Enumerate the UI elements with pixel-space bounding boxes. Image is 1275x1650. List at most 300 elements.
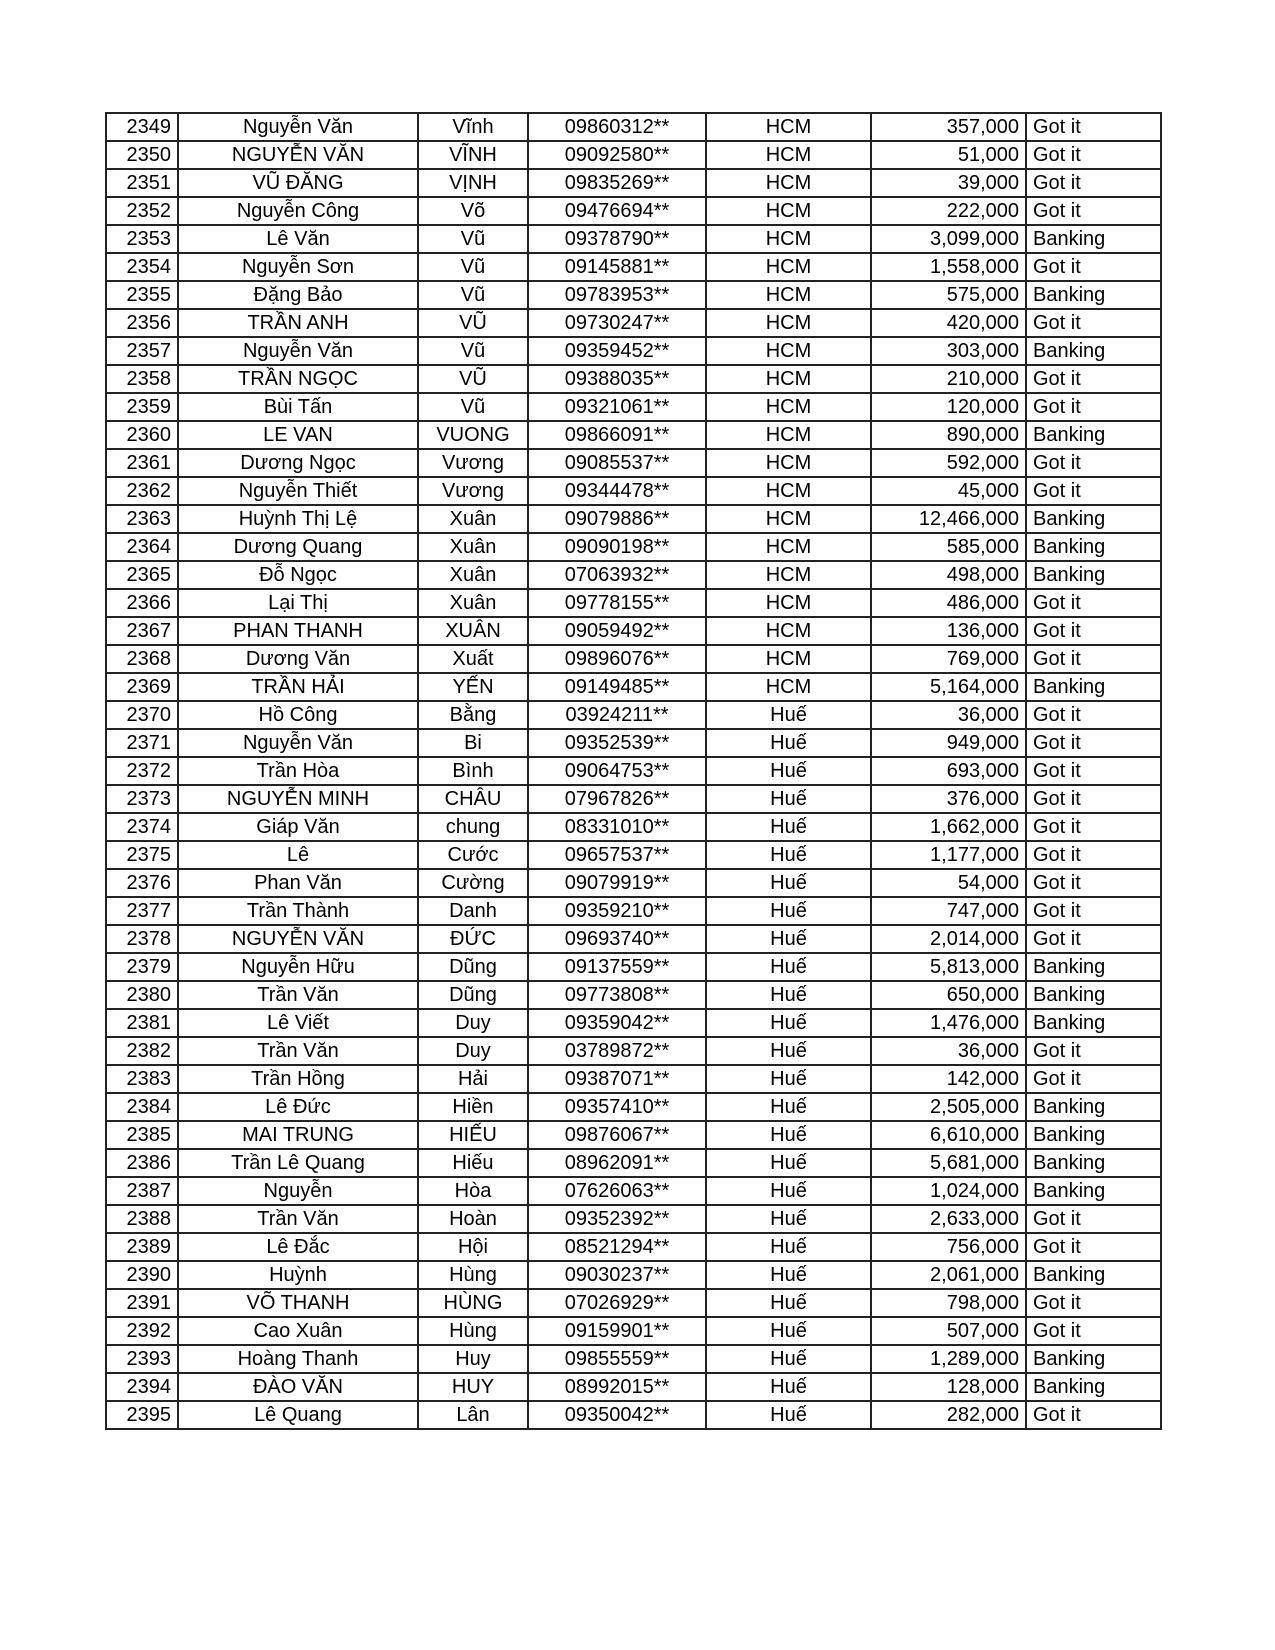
row-number-cell: 2374 (106, 813, 178, 841)
row-number-cell: 2366 (106, 589, 178, 617)
table-row (106, 1121, 1161, 1149)
phone-cell: 09730247** (528, 309, 706, 337)
amount-cell: 12,466,000 (871, 505, 1026, 533)
last-name-cell: Dũng (418, 953, 528, 981)
table-row (106, 197, 1161, 225)
phone-cell: 07967826** (528, 785, 706, 813)
first-name-cell: Lê (178, 841, 418, 869)
payment-method-cell: Banking (1026, 337, 1161, 365)
last-name-cell: Vũ (418, 281, 528, 309)
last-name-cell: Hiền (418, 1093, 528, 1121)
last-name-cell: Hùng (418, 1261, 528, 1289)
amount-cell: 798,000 (871, 1289, 1026, 1317)
city-cell: Huế (706, 785, 871, 813)
amount-cell: 5,813,000 (871, 953, 1026, 981)
amount-cell: 54,000 (871, 869, 1026, 897)
table-row (106, 953, 1161, 981)
row-number-cell: 2386 (106, 1149, 178, 1177)
first-name-cell: VŨ ĐĂNG (178, 169, 418, 197)
first-name-cell: NGUYỄN VĂN (178, 141, 418, 169)
table-row (106, 729, 1161, 757)
payment-method-cell: Got it (1026, 393, 1161, 421)
payment-method-cell: Got it (1026, 1317, 1161, 1345)
city-cell: Huế (706, 1177, 871, 1205)
row-number-cell: 2368 (106, 645, 178, 673)
amount-cell: 498,000 (871, 561, 1026, 589)
last-name-cell: HÙNG (418, 1289, 528, 1317)
last-name-cell: Vương (418, 449, 528, 477)
first-name-cell: Nguyễn (178, 1177, 418, 1205)
payment-method-cell: Got it (1026, 1065, 1161, 1093)
last-name-cell: VĨNH (418, 141, 528, 169)
last-name-cell: CHÂU (418, 785, 528, 813)
row-number-cell: 2378 (106, 925, 178, 953)
row-number-cell: 2376 (106, 869, 178, 897)
phone-cell: 07626063** (528, 1177, 706, 1205)
amount-cell: 51,000 (871, 141, 1026, 169)
table-row (106, 393, 1161, 421)
phone-cell: 09876067** (528, 1121, 706, 1149)
city-cell: Huế (706, 869, 871, 897)
last-name-cell: Xuân (418, 533, 528, 561)
table-row (106, 561, 1161, 589)
phone-cell: 09476694** (528, 197, 706, 225)
city-cell: Huế (706, 1037, 871, 1065)
amount-cell: 1,662,000 (871, 813, 1026, 841)
city-cell: HCM (706, 645, 871, 673)
first-name-cell: VÕ THANH (178, 1289, 418, 1317)
last-name-cell: HUY (418, 1373, 528, 1401)
amount-cell: 507,000 (871, 1317, 1026, 1345)
payment-method-cell: Banking (1026, 1009, 1161, 1037)
first-name-cell: NGUYỄN VĂN (178, 925, 418, 953)
first-name-cell: Phan Văn (178, 869, 418, 897)
phone-cell: 09359210** (528, 897, 706, 925)
first-name-cell: Dương Quang (178, 533, 418, 561)
phone-cell: 03789872** (528, 1037, 706, 1065)
table-row (106, 533, 1161, 561)
payment-method-cell: Got it (1026, 365, 1161, 393)
amount-cell: 1,177,000 (871, 841, 1026, 869)
payment-method-cell: Got it (1026, 869, 1161, 897)
first-name-cell: NGUYỄN MINH (178, 785, 418, 813)
first-name-cell: Huỳnh (178, 1261, 418, 1289)
row-number-cell: 2384 (106, 1093, 178, 1121)
last-name-cell: Bình (418, 757, 528, 785)
table-row (106, 1149, 1161, 1177)
last-name-cell: Duy (418, 1037, 528, 1065)
row-number-cell: 2394 (106, 1373, 178, 1401)
last-name-cell: YẾN (418, 673, 528, 701)
table-row (106, 253, 1161, 281)
row-number-cell: 2349 (106, 113, 178, 141)
last-name-cell: VUONG (418, 421, 528, 449)
payment-method-cell: Banking (1026, 953, 1161, 981)
phone-cell: 09773808** (528, 981, 706, 1009)
amount-cell: 1,558,000 (871, 253, 1026, 281)
payment-method-cell: Got it (1026, 925, 1161, 953)
first-name-cell: Trần Văn (178, 1205, 418, 1233)
city-cell: HCM (706, 365, 871, 393)
last-name-cell: Võ (418, 197, 528, 225)
city-cell: Huế (706, 701, 871, 729)
table-row (106, 225, 1161, 253)
amount-cell: 303,000 (871, 337, 1026, 365)
payment-method-cell: Got it (1026, 449, 1161, 477)
phone-cell: 09064753** (528, 757, 706, 785)
first-name-cell: Nguyễn Thiết (178, 477, 418, 505)
phone-cell: 09357410** (528, 1093, 706, 1121)
row-number-cell: 2350 (106, 141, 178, 169)
last-name-cell: VỊNH (418, 169, 528, 197)
table-row (106, 141, 1161, 169)
last-name-cell: Bi (418, 729, 528, 757)
row-number-cell: 2353 (106, 225, 178, 253)
payment-method-cell: Banking (1026, 673, 1161, 701)
city-cell: Huế (706, 1205, 871, 1233)
payment-method-cell: Got it (1026, 813, 1161, 841)
data-table (105, 112, 1162, 1430)
last-name-cell: Bằng (418, 701, 528, 729)
city-cell: HCM (706, 113, 871, 141)
table-row (106, 1233, 1161, 1261)
phone-cell: 09896076** (528, 645, 706, 673)
first-name-cell: Lê Đức (178, 1093, 418, 1121)
first-name-cell: Trần Thành (178, 897, 418, 925)
last-name-cell: Cước (418, 841, 528, 869)
amount-cell: 769,000 (871, 645, 1026, 673)
payment-method-cell: Banking (1026, 561, 1161, 589)
phone-cell: 07026929** (528, 1289, 706, 1317)
payment-method-cell: Banking (1026, 1093, 1161, 1121)
first-name-cell: Bùi Tấn (178, 393, 418, 421)
first-name-cell: MAI TRUNG (178, 1121, 418, 1149)
table-row (106, 1177, 1161, 1205)
city-cell: HCM (706, 505, 871, 533)
amount-cell: 949,000 (871, 729, 1026, 757)
payment-method-cell: Got it (1026, 897, 1161, 925)
first-name-cell: Trần Lê Quang (178, 1149, 418, 1177)
last-name-cell: Lân (418, 1401, 528, 1429)
table-row (106, 589, 1161, 617)
amount-cell: 486,000 (871, 589, 1026, 617)
city-cell: Huế (706, 1345, 871, 1373)
payment-method-cell: Got it (1026, 841, 1161, 869)
first-name-cell: Hoàng Thanh (178, 1345, 418, 1373)
table-row (106, 617, 1161, 645)
phone-cell: 09387071** (528, 1065, 706, 1093)
first-name-cell: Lê Đắc (178, 1233, 418, 1261)
last-name-cell: Huy (418, 1345, 528, 1373)
city-cell: HCM (706, 449, 871, 477)
payment-method-cell: Got it (1026, 1037, 1161, 1065)
phone-cell: 09090198** (528, 533, 706, 561)
phone-cell: 09145881** (528, 253, 706, 281)
payment-method-cell: Banking (1026, 1177, 1161, 1205)
last-name-cell: Xuân (418, 589, 528, 617)
phone-cell: 09693740** (528, 925, 706, 953)
row-number-cell: 2371 (106, 729, 178, 757)
last-name-cell: Hùng (418, 1317, 528, 1345)
phone-cell: 08992015** (528, 1373, 706, 1401)
first-name-cell: Đặng Bảo (178, 281, 418, 309)
phone-cell: 09321061** (528, 393, 706, 421)
row-number-cell: 2383 (106, 1065, 178, 1093)
table-row (106, 421, 1161, 449)
row-number-cell: 2369 (106, 673, 178, 701)
phone-cell: 09866091** (528, 421, 706, 449)
phone-cell: 09860312** (528, 113, 706, 141)
first-name-cell: Trần Hòa (178, 757, 418, 785)
amount-cell: 6,610,000 (871, 1121, 1026, 1149)
city-cell: HCM (706, 197, 871, 225)
table-body (106, 113, 1161, 1429)
table-row (106, 169, 1161, 197)
table-row (106, 813, 1161, 841)
city-cell: Huế (706, 897, 871, 925)
row-number-cell: 2362 (106, 477, 178, 505)
first-name-cell: Nguyễn Văn (178, 729, 418, 757)
row-number-cell: 2351 (106, 169, 178, 197)
city-cell: HCM (706, 421, 871, 449)
payment-method-cell: Got it (1026, 589, 1161, 617)
city-cell: HCM (706, 253, 871, 281)
table-row (106, 925, 1161, 953)
first-name-cell: Lê Văn (178, 225, 418, 253)
table-row (106, 113, 1161, 141)
amount-cell: 36,000 (871, 701, 1026, 729)
city-cell: Huế (706, 813, 871, 841)
first-name-cell: Nguyễn Công (178, 197, 418, 225)
table-row (106, 1037, 1161, 1065)
row-number-cell: 2389 (106, 1233, 178, 1261)
first-name-cell: Nguyễn Văn (178, 337, 418, 365)
first-name-cell: PHAN THANH (178, 617, 418, 645)
row-number-cell: 2391 (106, 1289, 178, 1317)
city-cell: Huế (706, 953, 871, 981)
row-number-cell: 2364 (106, 533, 178, 561)
last-name-cell: Xuân (418, 505, 528, 533)
table-row (106, 981, 1161, 1009)
first-name-cell: TRẦN HẢI (178, 673, 418, 701)
city-cell: Huế (706, 1401, 871, 1429)
payment-method-cell: Got it (1026, 645, 1161, 673)
first-name-cell: Trần Văn (178, 1037, 418, 1065)
payment-method-cell: Got it (1026, 729, 1161, 757)
last-name-cell: chung (418, 813, 528, 841)
table-row (106, 645, 1161, 673)
amount-cell: 376,000 (871, 785, 1026, 813)
row-number-cell: 2379 (106, 953, 178, 981)
table-row (106, 785, 1161, 813)
phone-cell: 09359042** (528, 1009, 706, 1037)
first-name-cell: ĐÀO VĂN (178, 1373, 418, 1401)
first-name-cell: Cao Xuân (178, 1317, 418, 1345)
first-name-cell: Trần Văn (178, 981, 418, 1009)
city-cell: Huế (706, 757, 871, 785)
first-name-cell: Lê Viết (178, 1009, 418, 1037)
amount-cell: 890,000 (871, 421, 1026, 449)
last-name-cell: Xuất (418, 645, 528, 673)
amount-cell: 128,000 (871, 1373, 1026, 1401)
payment-method-cell: Got it (1026, 757, 1161, 785)
amount-cell: 39,000 (871, 169, 1026, 197)
amount-cell: 592,000 (871, 449, 1026, 477)
payment-method-cell: Got it (1026, 169, 1161, 197)
payment-method-cell: Got it (1026, 701, 1161, 729)
table-row (106, 897, 1161, 925)
table-row (106, 505, 1161, 533)
first-name-cell: Nguyễn Sơn (178, 253, 418, 281)
amount-cell: 575,000 (871, 281, 1026, 309)
amount-cell: 2,505,000 (871, 1093, 1026, 1121)
phone-cell: 03924211** (528, 701, 706, 729)
city-cell: Huế (706, 1317, 871, 1345)
first-name-cell: Dương Văn (178, 645, 418, 673)
payment-method-cell: Got it (1026, 785, 1161, 813)
phone-cell: 09085537** (528, 449, 706, 477)
last-name-cell: Vũ (418, 225, 528, 253)
city-cell: HCM (706, 225, 871, 253)
table-row (106, 841, 1161, 869)
table-row (106, 1065, 1161, 1093)
last-name-cell: VŨ (418, 365, 528, 393)
table-row (106, 757, 1161, 785)
first-name-cell: Lê Quang (178, 1401, 418, 1429)
city-cell: HCM (706, 337, 871, 365)
first-name-cell: Trần Hồng (178, 1065, 418, 1093)
row-number-cell: 2360 (106, 421, 178, 449)
row-number-cell: 2354 (106, 253, 178, 281)
row-number-cell: 2358 (106, 365, 178, 393)
phone-cell: 09030237** (528, 1261, 706, 1289)
phone-cell: 09835269** (528, 169, 706, 197)
row-number-cell: 2392 (106, 1317, 178, 1345)
amount-cell: 3,099,000 (871, 225, 1026, 253)
city-cell: HCM (706, 393, 871, 421)
payment-method-cell: Banking (1026, 1121, 1161, 1149)
last-name-cell: Dũng (418, 981, 528, 1009)
payment-method-cell: Got it (1026, 1289, 1161, 1317)
row-number-cell: 2373 (106, 785, 178, 813)
phone-cell: 09079886** (528, 505, 706, 533)
phone-cell: 09657537** (528, 841, 706, 869)
amount-cell: 2,061,000 (871, 1261, 1026, 1289)
amount-cell: 747,000 (871, 897, 1026, 925)
first-name-cell: Lại Thị (178, 589, 418, 617)
city-cell: HCM (706, 533, 871, 561)
row-number-cell: 2377 (106, 897, 178, 925)
first-name-cell: TRẦN NGỌC (178, 365, 418, 393)
row-number-cell: 2372 (106, 757, 178, 785)
first-name-cell: Hồ Công (178, 701, 418, 729)
city-cell: HCM (706, 617, 871, 645)
last-name-cell: Vũ (418, 393, 528, 421)
table-row (106, 1401, 1161, 1429)
row-number-cell: 2387 (106, 1177, 178, 1205)
city-cell: HCM (706, 561, 871, 589)
row-number-cell: 2388 (106, 1205, 178, 1233)
row-number-cell: 2355 (106, 281, 178, 309)
table-row (106, 1317, 1161, 1345)
payment-method-cell: Got it (1026, 477, 1161, 505)
amount-cell: 693,000 (871, 757, 1026, 785)
first-name-cell: Nguyễn Hữu (178, 953, 418, 981)
last-name-cell: Vĩnh (418, 113, 528, 141)
phone-cell: 09344478** (528, 477, 706, 505)
phone-cell: 09352539** (528, 729, 706, 757)
table-row (106, 701, 1161, 729)
payment-method-cell: Banking (1026, 1149, 1161, 1177)
payment-method-cell: Banking (1026, 1373, 1161, 1401)
payment-method-cell: Got it (1026, 197, 1161, 225)
table-row (106, 449, 1161, 477)
row-number-cell: 2359 (106, 393, 178, 421)
amount-cell: 1,024,000 (871, 1177, 1026, 1205)
first-name-cell: Giáp Văn (178, 813, 418, 841)
payment-method-cell: Banking (1026, 281, 1161, 309)
table-row (106, 365, 1161, 393)
city-cell: Huế (706, 1093, 871, 1121)
phone-cell: 09350042** (528, 1401, 706, 1429)
last-name-cell: HIẾU (418, 1121, 528, 1149)
city-cell: Huế (706, 1009, 871, 1037)
city-cell: HCM (706, 281, 871, 309)
row-number-cell: 2361 (106, 449, 178, 477)
city-cell: Huế (706, 1261, 871, 1289)
last-name-cell: Vũ (418, 337, 528, 365)
payment-method-cell: Got it (1026, 617, 1161, 645)
payment-method-cell: Got it (1026, 113, 1161, 141)
amount-cell: 282,000 (871, 1401, 1026, 1429)
table-row (106, 1261, 1161, 1289)
last-name-cell: Cường (418, 869, 528, 897)
phone-cell: 09159901** (528, 1317, 706, 1345)
payment-method-cell: Got it (1026, 253, 1161, 281)
phone-cell: 09378790** (528, 225, 706, 253)
last-name-cell: Xuân (418, 561, 528, 589)
phone-cell: 09855559** (528, 1345, 706, 1373)
table-row (106, 1093, 1161, 1121)
payment-method-cell: Banking (1026, 533, 1161, 561)
amount-cell: 222,000 (871, 197, 1026, 225)
row-number-cell: 2375 (106, 841, 178, 869)
amount-cell: 36,000 (871, 1037, 1026, 1065)
last-name-cell: Hải (418, 1065, 528, 1093)
row-number-cell: 2393 (106, 1345, 178, 1373)
table-row (106, 309, 1161, 337)
city-cell: Huế (706, 729, 871, 757)
table-row (106, 1345, 1161, 1373)
phone-cell: 09359452** (528, 337, 706, 365)
last-name-cell: Vũ (418, 253, 528, 281)
amount-cell: 5,164,000 (871, 673, 1026, 701)
first-name-cell: Dương Ngọc (178, 449, 418, 477)
phone-cell: 08521294** (528, 1233, 706, 1261)
last-name-cell: ĐỨC (418, 925, 528, 953)
row-number-cell: 2390 (106, 1261, 178, 1289)
phone-cell: 09092580** (528, 141, 706, 169)
amount-cell: 5,681,000 (871, 1149, 1026, 1177)
city-cell: Huế (706, 1149, 871, 1177)
city-cell: HCM (706, 141, 871, 169)
payment-method-cell: Got it (1026, 309, 1161, 337)
table-row (106, 869, 1161, 897)
amount-cell: 357,000 (871, 113, 1026, 141)
city-cell: Huế (706, 1121, 871, 1149)
payment-method-cell: Got it (1026, 141, 1161, 169)
amount-cell: 756,000 (871, 1233, 1026, 1261)
